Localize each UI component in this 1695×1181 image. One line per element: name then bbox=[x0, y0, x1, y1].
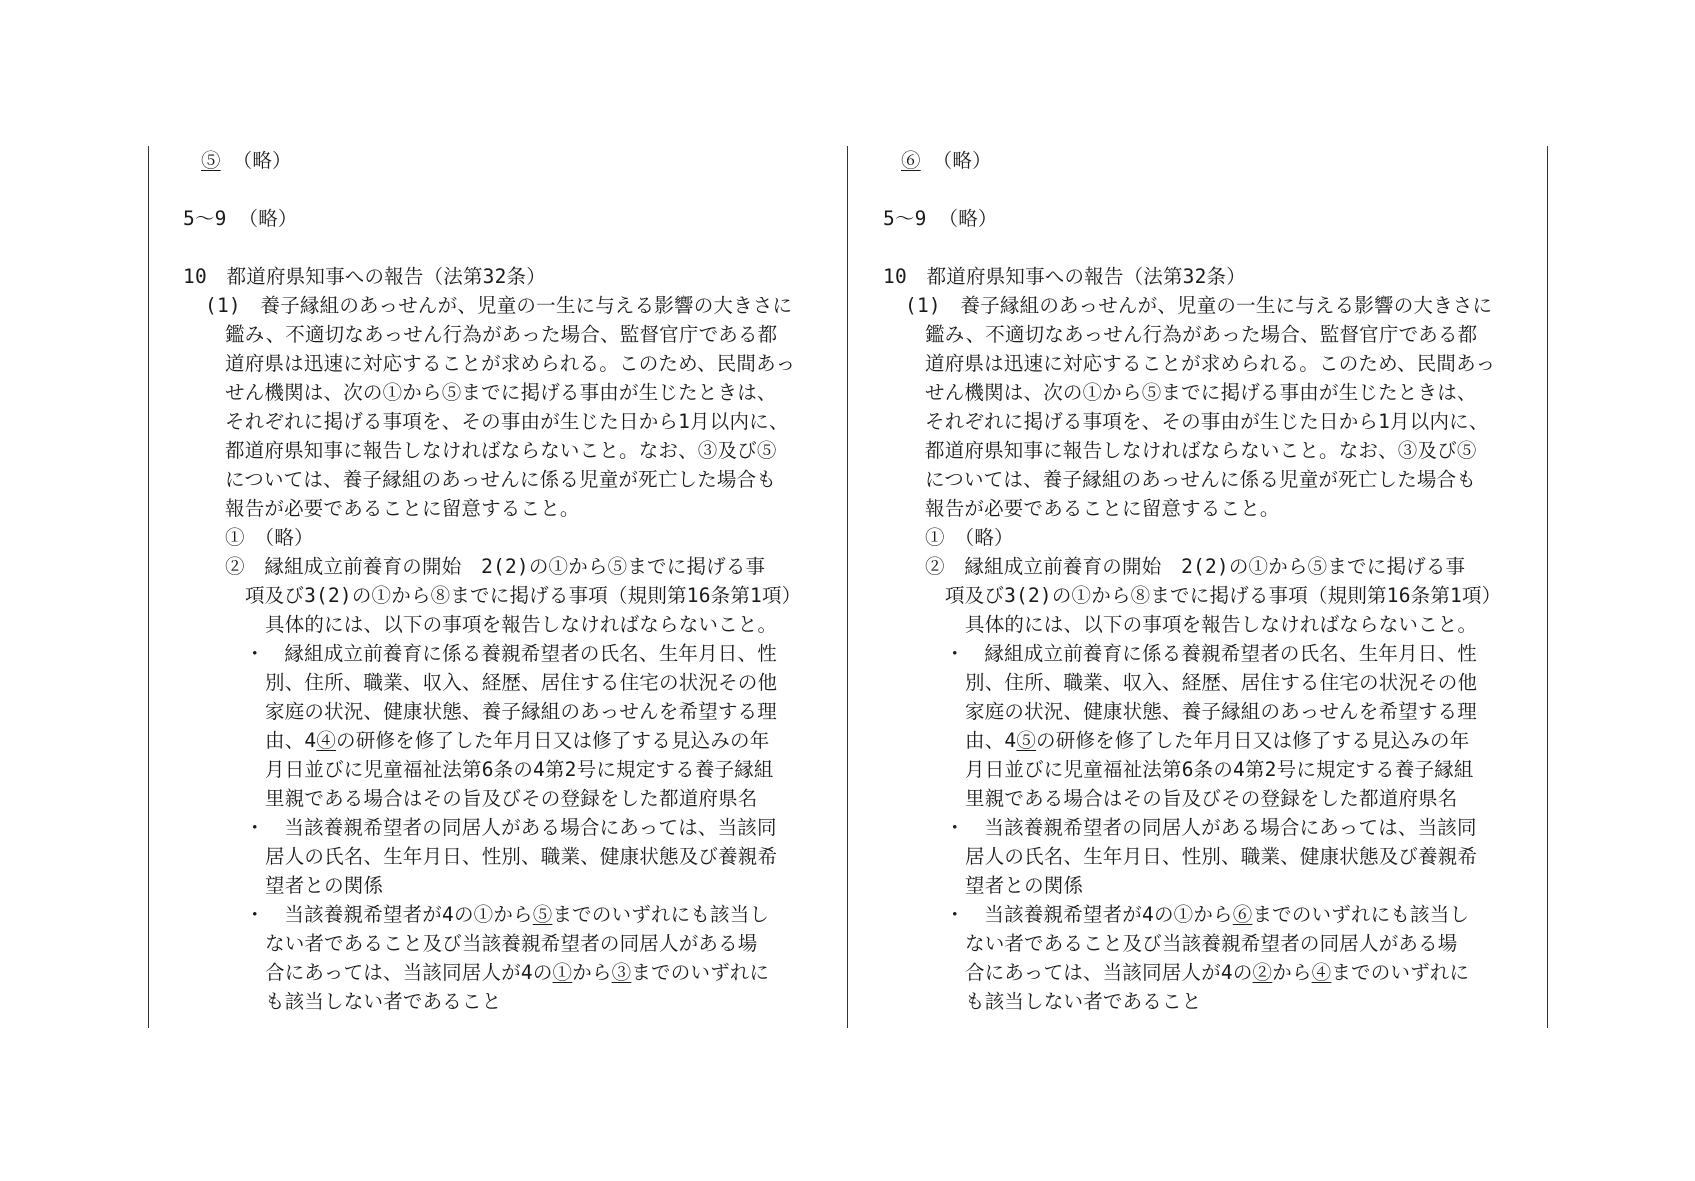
text-segment: ・ 当該養親希望者が4の①から bbox=[945, 903, 1233, 926]
text-segment: の研修を修了した年月日又は修了する見込みの年 bbox=[1036, 729, 1470, 752]
text-segment: も該当しない者であること bbox=[965, 990, 1202, 1013]
bullet-3-line bbox=[965, 987, 1201, 1016]
para-1-line bbox=[905, 291, 1492, 320]
para-1-line bbox=[225, 378, 777, 407]
text-segment: 由、4 bbox=[965, 729, 1017, 752]
bullet-1-line bbox=[965, 784, 1458, 813]
para-1-line bbox=[225, 436, 777, 465]
amended-text: ⑥ bbox=[1232, 903, 1253, 926]
text-segment: ない者であること及び当該養親希望者の同居人がある場 bbox=[265, 932, 758, 955]
text-segment: ・ 当該養親希望者の同居人がある場合にあっては、当該同 bbox=[245, 816, 777, 839]
text-segment: までのいずれに bbox=[1331, 961, 1470, 984]
para-1-line bbox=[225, 494, 580, 523]
section-10-heading bbox=[883, 262, 1246, 291]
bullet-2-line bbox=[965, 871, 1083, 900]
text-segment: 里親である場合はその旨及びその登録をした都道府県名 bbox=[265, 787, 758, 810]
text-segment: 別、住所、職業、収入、経歴、居住する住宅の状況その他 bbox=[265, 671, 778, 694]
item-1-omitted bbox=[225, 523, 314, 552]
text-segment: ・ 当該養親希望者の同居人がある場合にあっては、当該同 bbox=[945, 816, 1477, 839]
item-5-omitted bbox=[201, 146, 292, 175]
bullet-3-line bbox=[245, 900, 769, 929]
text-segment: ② 縁組成立前養育の開始 2(2)の①から⑤までに掲げる事 bbox=[225, 555, 766, 578]
text-segment: ・ 当該養親希望者が4の①から bbox=[245, 903, 533, 926]
bullet-3-line bbox=[965, 929, 1458, 958]
bullet-1-line bbox=[965, 668, 1477, 697]
text-segment: ① （略） bbox=[225, 526, 314, 549]
text-segment: ② 縁組成立前養育の開始 2(2)の①から⑤までに掲げる事 bbox=[925, 555, 1466, 578]
bullet-1-line bbox=[965, 726, 1469, 755]
bullet-2-line bbox=[965, 842, 1477, 871]
text-segment: （略） bbox=[920, 149, 992, 172]
text-segment: 月日並びに児童福祉法第6条の4第2号に規定する養子縁組 bbox=[265, 758, 774, 781]
amended-text: ② bbox=[1252, 961, 1273, 984]
bullet-2-line bbox=[945, 813, 1477, 842]
text-segment: （略） bbox=[220, 149, 292, 172]
text-segment: 項及び3(2)の①から⑧までに掲げる事項（規則第16条第1項） bbox=[945, 584, 1502, 607]
text-segment: 具体的には、以下の事項を報告しなければならないこと。 bbox=[965, 613, 1478, 636]
text-segment: 道府県は迅速に対応することが求められる。このため、民間あっ bbox=[225, 352, 796, 375]
bullet-2-line bbox=[265, 871, 383, 900]
text-segment: 鑑み、不適切なあっせん行為があった場合、監督官庁である都 bbox=[225, 323, 778, 346]
bullet-3-line bbox=[945, 900, 1469, 929]
bullet-1-line bbox=[965, 755, 1474, 784]
para-1-line bbox=[925, 465, 1476, 494]
item-1-omitted bbox=[925, 523, 1014, 552]
section-5-9-omitted bbox=[883, 204, 998, 233]
bullet-3-line bbox=[965, 958, 1469, 987]
bullet-1-line bbox=[945, 639, 1477, 668]
text-segment: 都道府県知事に報告しなければならないこと。なお、③及び⑤ bbox=[925, 439, 1477, 462]
item-2-line bbox=[965, 610, 1477, 639]
para-1-line bbox=[225, 320, 777, 349]
para-1-line bbox=[225, 465, 776, 494]
bullet-3-line bbox=[265, 929, 758, 958]
item-2-line bbox=[265, 610, 777, 639]
text-segment: までのいずれに bbox=[631, 961, 770, 984]
item-2-line bbox=[945, 581, 1501, 610]
text-segment: 月日並びに児童福祉法第6条の4第2号に規定する養子縁組 bbox=[965, 758, 1474, 781]
para-1-line bbox=[225, 349, 795, 378]
bullet-2-line bbox=[245, 813, 777, 842]
text-segment: 別、住所、職業、収入、経歴、居住する住宅の状況その他 bbox=[965, 671, 1478, 694]
text-segment: 道府県は迅速に対応することが求められる。このため、民間あっ bbox=[925, 352, 1496, 375]
text-segment: (1) 養子縁組のあっせんが、児童の一生に与える影響の大きさに bbox=[205, 294, 793, 317]
bullet-1-line bbox=[265, 697, 777, 726]
amended-text: ④ bbox=[316, 729, 337, 752]
bullet-3-line bbox=[265, 958, 769, 987]
right-column-current bbox=[849, 146, 1539, 1028]
item-2-heading bbox=[925, 552, 1465, 581]
bullet-1-line bbox=[265, 784, 758, 813]
item-2-line bbox=[245, 581, 801, 610]
left-column-revised bbox=[149, 146, 839, 1028]
section-10-heading bbox=[183, 262, 546, 291]
text-segment: 5～9 （略） bbox=[183, 207, 298, 230]
para-1-line bbox=[205, 291, 792, 320]
amended-text: ⑤ bbox=[201, 149, 221, 172]
text-segment: それぞれに掲げる事項を、その事由が生じた日から1月以内に、 bbox=[225, 410, 789, 433]
text-segment: 10 都道府県知事への報告（法第32条） bbox=[183, 265, 546, 288]
text-segment: の研修を修了した年月日又は修了する見込みの年 bbox=[336, 729, 770, 752]
section-5-9-omitted bbox=[183, 204, 298, 233]
bullet-1-line bbox=[265, 668, 777, 697]
bullet-1-line bbox=[965, 697, 1477, 726]
para-1-line bbox=[925, 494, 1280, 523]
column-divider bbox=[847, 146, 848, 1028]
text-segment: 家庭の状況、健康状態、養子縁組のあっせんを希望する理 bbox=[965, 700, 1478, 723]
text-segment: から bbox=[572, 961, 612, 984]
text-segment: 都道府県知事に報告しなければならないこと。なお、③及び⑤ bbox=[225, 439, 777, 462]
text-segment: 由、4 bbox=[265, 729, 317, 752]
text-segment: ① （略） bbox=[925, 526, 1014, 549]
text-segment: 望者との関係 bbox=[965, 874, 1084, 897]
text-segment: 合にあっては、当該同居人が4の bbox=[265, 961, 553, 984]
text-segment: それぞれに掲げる事項を、その事由が生じた日から1月以内に、 bbox=[925, 410, 1489, 433]
text-segment: 望者との関係 bbox=[265, 874, 384, 897]
text-segment: せん機関は、次の①から⑤までに掲げる事由が生じたときは、 bbox=[925, 381, 1477, 404]
text-segment: 居人の氏名、生年月日、性別、職業、健康状態及び養親希 bbox=[965, 845, 1478, 868]
text-segment: ・ 縁組成立前養育に係る養親希望者の氏名、生年月日、性 bbox=[245, 642, 777, 665]
text-segment: までのいずれにも該当し bbox=[552, 903, 770, 926]
para-1-line bbox=[225, 407, 789, 436]
text-segment: も該当しない者であること bbox=[265, 990, 502, 1013]
text-segment: 鑑み、不適切なあっせん行為があった場合、監督官庁である都 bbox=[925, 323, 1478, 346]
text-segment: 居人の氏名、生年月日、性別、職業、健康状態及び養親希 bbox=[265, 845, 778, 868]
text-segment: ・ 縁組成立前養育に係る養親希望者の氏名、生年月日、性 bbox=[945, 642, 1477, 665]
para-1-line bbox=[925, 320, 1477, 349]
amended-text: ④ bbox=[1311, 961, 1332, 984]
text-segment: から bbox=[1272, 961, 1312, 984]
text-segment: 報告が必要であることに留意すること。 bbox=[225, 497, 580, 520]
text-segment: 項及び3(2)の①から⑧までに掲げる事項（規則第16条第1項） bbox=[245, 584, 802, 607]
text-segment: 報告が必要であることに留意すること。 bbox=[925, 497, 1280, 520]
text-segment: 10 都道府県知事への報告（法第32条） bbox=[883, 265, 1246, 288]
para-1-line bbox=[925, 349, 1495, 378]
text-segment: 家庭の状況、健康状態、養子縁組のあっせんを希望する理 bbox=[265, 700, 778, 723]
bullet-2-line bbox=[265, 842, 777, 871]
comparison-table bbox=[148, 146, 1548, 1028]
text-segment: 5～9 （略） bbox=[883, 207, 998, 230]
amended-text: ⑤ bbox=[1016, 729, 1037, 752]
bullet-3-line bbox=[265, 987, 501, 1016]
amended-text: ① bbox=[552, 961, 573, 984]
text-segment: については、養子縁組のあっせんに係る児童が死亡した場合も bbox=[225, 468, 777, 491]
bullet-1-line bbox=[265, 755, 774, 784]
para-1-line bbox=[925, 407, 1489, 436]
para-1-line bbox=[925, 378, 1477, 407]
item-2-heading bbox=[225, 552, 765, 581]
text-segment: については、養子縁組のあっせんに係る児童が死亡した場合も bbox=[925, 468, 1477, 491]
text-segment: せん機関は、次の①から⑤までに掲げる事由が生じたときは、 bbox=[225, 381, 777, 404]
bullet-1-line bbox=[245, 639, 777, 668]
text-segment: 合にあっては、当該同居人が4の bbox=[965, 961, 1253, 984]
text-segment: までのいずれにも該当し bbox=[1252, 903, 1470, 926]
text-segment: 里親である場合はその旨及びその登録をした都道府県名 bbox=[965, 787, 1458, 810]
text-segment: ない者であること及び当該養親希望者の同居人がある場 bbox=[965, 932, 1458, 955]
text-segment: (1) 養子縁組のあっせんが、児童の一生に与える影響の大きさに bbox=[905, 294, 1493, 317]
amended-text: ⑥ bbox=[901, 149, 921, 172]
text-segment: 具体的には、以下の事項を報告しなければならないこと。 bbox=[265, 613, 778, 636]
para-1-line bbox=[925, 436, 1477, 465]
amended-text: ③ bbox=[611, 961, 632, 984]
amended-text: ⑤ bbox=[532, 903, 553, 926]
bullet-1-line bbox=[265, 726, 769, 755]
item-6-omitted bbox=[901, 146, 992, 175]
